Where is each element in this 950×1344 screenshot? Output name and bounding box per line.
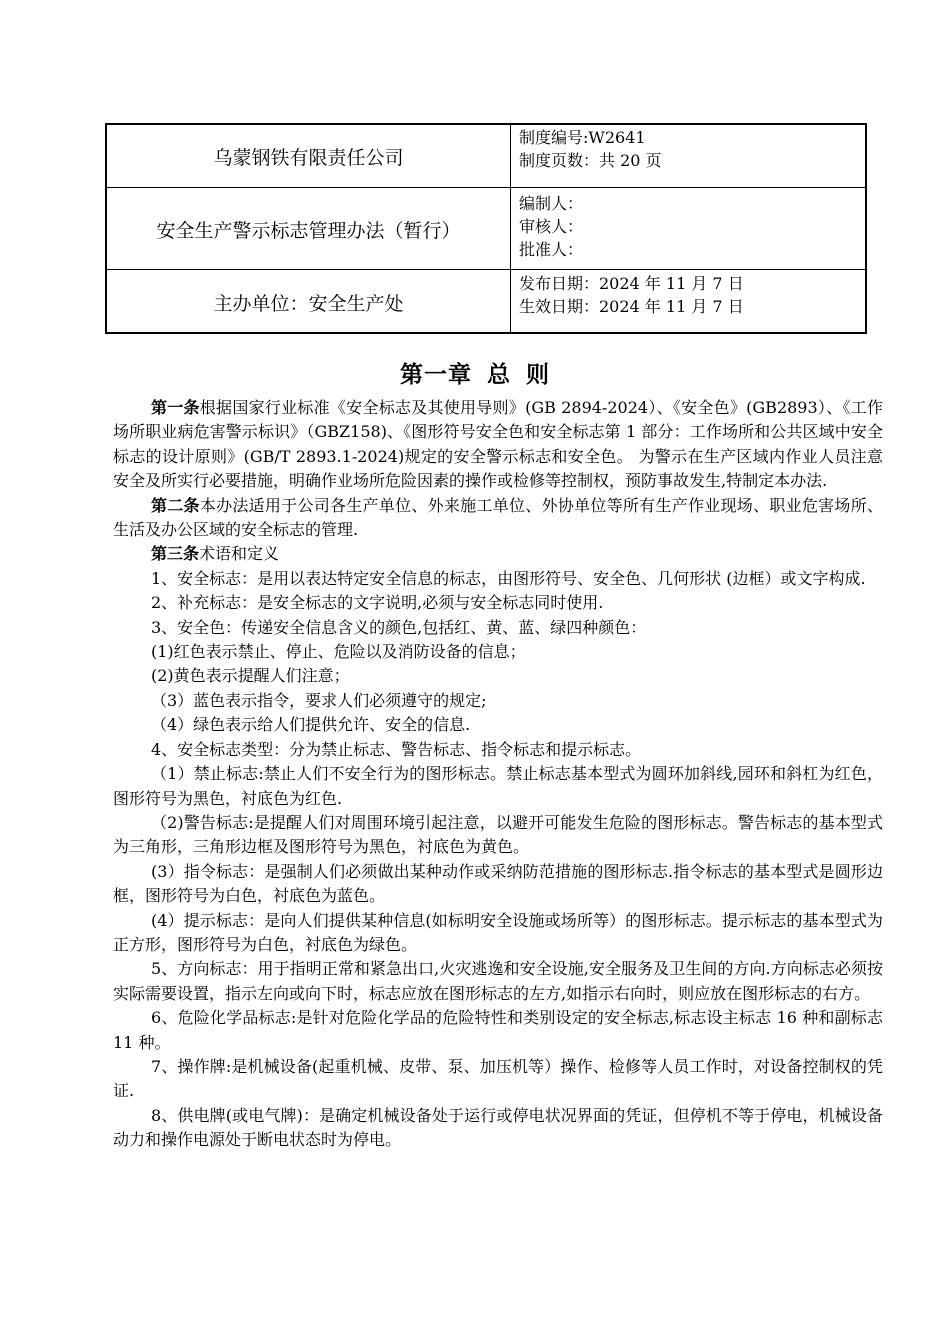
paragraph — [113, 738, 883, 762]
document-title: 安全生产警示标志管理办法（暂行） — [156, 219, 461, 242]
paragraph — [113, 762, 883, 811]
reviewer-field: 审核人： — [519, 217, 584, 236]
header-row-3 — [107, 269, 865, 335]
paragraph — [113, 713, 883, 737]
article-number: 第一条 — [151, 398, 200, 417]
paragraph-text: （2)警告标志:是提醒人们对周围环境引起注意，以避开可能发生危险的图形标志。警告标志的基本型式为三角形，三角形边框及图形符号为黑色，衬底色为黄色。 — [113, 812, 883, 857]
policy-info — [519, 125, 861, 187]
paragraph-text: (3）指令标志：是强制人们必须做出某种动作或采纳防范措施的图形标志.指令标志的基本型式是圆形边框，图形符号为白色，衬底色为蓝色。 — [113, 861, 883, 906]
paragraph-text: (2)黄色表示提醒人们注意； — [151, 666, 350, 686]
paragraph-text: (4）提示标志：是向人们提供某种信息(如标明安全设施或场所等）的图形标志。提示标志的基本型式为正方形，图形符号为白色，衬底色为绿色。 — [113, 910, 883, 954]
paragraph-text: 1、安全标志：是用以表达特定安全信息的标志，由图形符号、安全色、几何形状 (边框）或文字构成. — [151, 568, 866, 588]
page-count: 制度页数：共 20 页 — [519, 151, 662, 170]
document-body — [113, 396, 883, 1153]
paragraph — [113, 811, 883, 860]
paragraph — [113, 616, 883, 640]
company-name: 乌蒙钢铁有限责任公司 — [213, 146, 404, 169]
compiler-field: 编制人： — [519, 194, 584, 213]
policy-number: 制度编号:W2641 — [519, 128, 646, 147]
paragraph-text: （4）绿色表示给人们提供允许、安全的信息. — [151, 715, 471, 735]
paragraph — [113, 494, 883, 543]
paragraph-text: 6、危险化学品标志:是针对危险化学品的危险特性和类别设定的安全标志,标志设主标志 16 种和副标志 11 种。 — [113, 1008, 883, 1052]
paragraph-text: 3、安全色：传递安全信息含义的颜色,包括红、黄、蓝、绿四种颜色： — [151, 617, 647, 637]
article-number: 第二条 — [151, 495, 200, 515]
paragraph — [113, 1006, 883, 1055]
paragraph-text: 2、补充标志：是安全标志的文字说明,必须与安全标志同时使用. — [151, 593, 604, 613]
paragraph — [113, 591, 883, 615]
paragraph-text: 本办法适用于公司各生产单位、外来施工单位、外协单位等所有生产作业现场、职业危害场所、生活及办公区域的安全标志的管理. — [113, 495, 883, 540]
paragraph-text: 5、方向标志：用于指明正常和紧急出口,火灾逃逸和安全设施,安全服务及卫生间的方向.方向标志必须按实际需要设置，指示左向或向下时，标志应放在图形标志的左方,如指示右向时，则应放在图形标志的右方。 — [113, 959, 883, 1003]
paragraph — [113, 909, 883, 958]
signatories — [519, 188, 861, 270]
host-unit: 主办单位：安全生产处 — [213, 293, 404, 315]
header-row-1 — [107, 125, 865, 187]
effective-date: 生效日期：2024 年 11 月 7 日 — [519, 297, 744, 316]
paragraph — [113, 640, 883, 664]
paragraph-text: 根据国家行业标准《安全标志及其使用导则》(GB 2894-2024）、《安全色》(GB2893）、《工作场所职业病危害警示标识》（GBZ158)、《图形符号安全色和安全标志第 1 部分：工作场所和公共区域中安全标志的设计原则》(GB/T 2893.1-2024)规定的安全警示标志和安全色。 为警示在生产区域内作业人员注意安全及所实行必要措施，明确作业场所危险因素的操作或检修等控制权，预防事故发生,特制定本办法. — [113, 398, 883, 491]
paragraph — [113, 689, 883, 713]
paragraph — [113, 860, 883, 909]
paragraph — [113, 567, 883, 591]
paragraph — [113, 957, 883, 1006]
approver-field: 批准人： — [519, 240, 584, 259]
paragraph-text: 4、安全标志类型：分为禁止标志、警告标志、指令标志和提示标志。 — [151, 739, 642, 759]
chapter-title: 第一章 总 则 — [399, 362, 550, 388]
publish-date: 发布日期：2024 年 11 月 7 日 — [519, 274, 744, 293]
paragraph — [113, 1104, 883, 1153]
paragraph — [113, 542, 883, 566]
header-row-2 — [107, 187, 865, 270]
paragraph-text: （3）蓝色表示指令，要求人们必须遵守的规定; — [151, 690, 487, 710]
paragraph-text: （1）禁止标志:禁止人们不安全行为的图形标志。禁止标志基本型式为圆环加斜线,园环和斜杠为红色，图形符号为黑色，衬底色为红色. — [113, 764, 883, 808]
paragraph-text: (1)红色表示禁止、停止、危险以及消防设备的信息； — [151, 642, 526, 662]
header-table — [105, 123, 867, 334]
paragraph — [113, 1055, 883, 1104]
paragraph-text: 7、操作牌:是机械设备(起重机械、皮带、泵、加压机等）操作、检修等人员工作时，对设备控制权的凭证. — [113, 1056, 883, 1101]
paragraph-text: 8、供电牌(或电气牌)：是确定机械设备处于运行或停电状况界面的凭证，但停机不等于停电，机械设备动力和操作电源处于断电状态时为停电。 — [113, 1105, 883, 1150]
paragraph — [113, 664, 883, 688]
article-number: 第三条 — [151, 544, 200, 564]
paragraph-text: 术语和定义 — [199, 544, 280, 564]
paragraph — [113, 396, 883, 494]
dates — [519, 270, 861, 335]
